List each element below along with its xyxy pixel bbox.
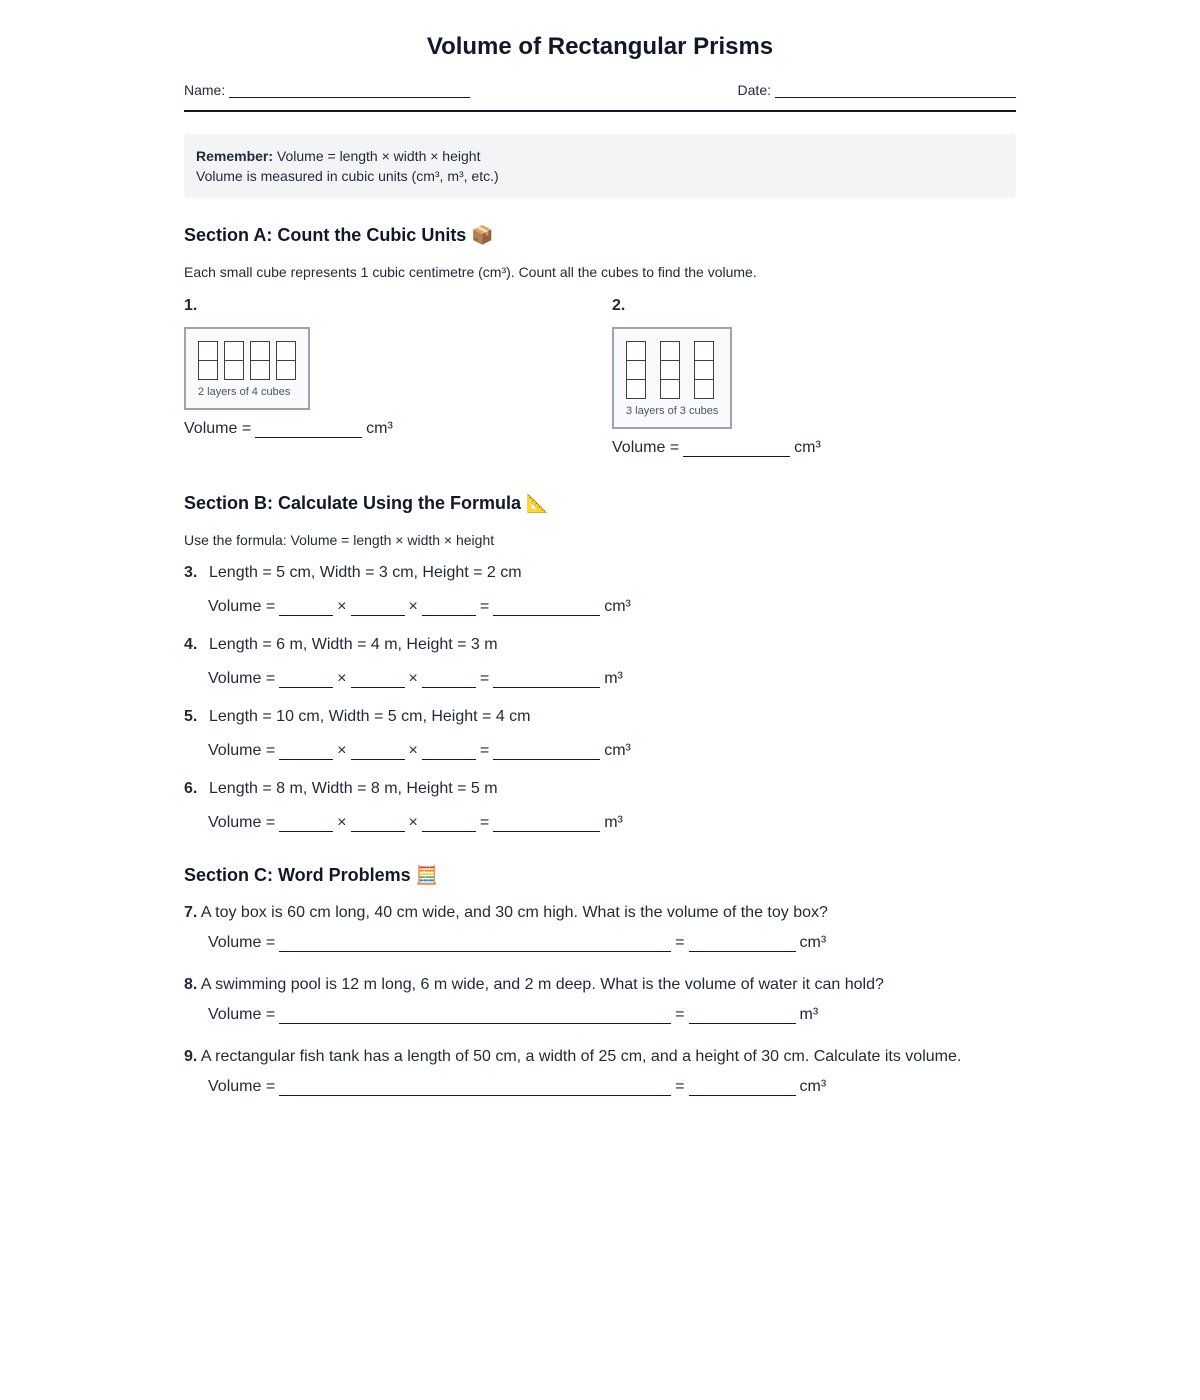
problem-1 bbox=[184, 297, 584, 438]
cube-diagram-2 bbox=[612, 327, 732, 429]
remember-formula: Volume = length × width × height bbox=[276, 148, 481, 164]
cube-stack bbox=[694, 341, 714, 399]
problem-3 bbox=[184, 564, 631, 616]
section-b-intro: Use the formula: Volume = length × width × height bbox=[184, 532, 495, 548]
working-blank[interactable] bbox=[279, 935, 671, 952]
question-text: Length = 10 cm, Width = 5 cm, Height = 4 cm bbox=[209, 708, 531, 725]
unit-cube bbox=[224, 360, 244, 380]
question-line bbox=[184, 708, 631, 726]
equals-sign: = bbox=[479, 742, 490, 759]
problem-number: 8. bbox=[184, 976, 198, 993]
unit-label: cm³ bbox=[799, 934, 827, 951]
unit-label: cm³ bbox=[604, 598, 631, 615]
question-text: A rectangular fish tank has a length of 50 cm, a width of 25 cm, and a height of 30 cm. Calculate its volume. bbox=[200, 1048, 962, 1065]
problem-9 bbox=[184, 1048, 961, 1096]
page-title: Volume of Rectangular Prisms bbox=[426, 33, 774, 60]
times-sign: × bbox=[408, 598, 418, 615]
times-sign: × bbox=[337, 670, 347, 687]
problem-number: 4. bbox=[184, 636, 198, 653]
header-fields bbox=[184, 80, 1016, 112]
times-sign: × bbox=[408, 742, 418, 759]
volume-answer-line bbox=[184, 420, 584, 438]
unit-cube bbox=[250, 360, 270, 380]
cube-diagram-1 bbox=[184, 327, 310, 410]
problem-number: 5. bbox=[184, 708, 198, 725]
working-blank[interactable] bbox=[279, 1007, 671, 1024]
unit-cube bbox=[276, 341, 296, 361]
volume-label: Volume = bbox=[208, 670, 276, 687]
volume-answer-line bbox=[612, 439, 1012, 457]
unit-label: cm³ bbox=[794, 439, 821, 456]
remember-formula-line bbox=[196, 146, 1004, 166]
name-field bbox=[184, 82, 470, 98]
formula-answer-line bbox=[208, 742, 631, 760]
unit-cube bbox=[660, 379, 680, 399]
unit-cube bbox=[626, 379, 646, 399]
problem-8 bbox=[184, 976, 884, 1024]
height-blank[interactable] bbox=[422, 815, 476, 832]
unit-cube bbox=[198, 341, 218, 361]
problem-number: 9. bbox=[184, 1048, 198, 1065]
cube-stack bbox=[276, 341, 296, 380]
equals-sign: = bbox=[675, 934, 685, 951]
date-field bbox=[738, 82, 1016, 98]
name-label: Name: bbox=[184, 82, 226, 98]
volume-label: Volume = bbox=[208, 814, 276, 831]
times-sign: × bbox=[337, 598, 347, 615]
unit-cube bbox=[694, 360, 714, 380]
cube-stack bbox=[660, 341, 680, 399]
problem-number: 3. bbox=[184, 564, 198, 581]
volume-label: Volume = bbox=[184, 420, 252, 437]
length-blank[interactable] bbox=[279, 743, 333, 760]
cube-stack bbox=[224, 341, 244, 380]
unit-cube bbox=[694, 379, 714, 399]
question-text: A toy box is 60 cm long, 40 cm wide, and 30 cm high. What is the volume of the toy box? bbox=[200, 904, 828, 921]
question-line bbox=[184, 904, 828, 922]
times-sign: × bbox=[408, 670, 418, 687]
volume-label: Volume = bbox=[208, 742, 276, 759]
height-blank[interactable] bbox=[422, 599, 476, 616]
section-b-heading: Section B: Calculate Using the Formula 📐 bbox=[184, 493, 549, 513]
answer-blank[interactable] bbox=[493, 671, 600, 688]
working-blank[interactable] bbox=[279, 1079, 671, 1096]
unit-cube bbox=[626, 341, 646, 361]
problem-5 bbox=[184, 708, 631, 760]
volume-label: Volume = bbox=[208, 598, 276, 615]
section-c-heading: Section C: Word Problems 🧮 bbox=[184, 865, 439, 885]
cube-caption: 3 layers of 3 cubes bbox=[626, 405, 719, 417]
height-blank[interactable] bbox=[422, 671, 476, 688]
volume-label: Volume = bbox=[208, 1006, 276, 1023]
answer-blank[interactable] bbox=[689, 1079, 796, 1096]
problem-6 bbox=[184, 780, 623, 832]
unit-cube bbox=[224, 341, 244, 361]
question-text: Length = 5 cm, Width = 3 cm, Height = 2 cm bbox=[209, 564, 522, 581]
equals-sign: = bbox=[479, 670, 490, 687]
cube-caption: 2 layers of 4 cubes bbox=[198, 386, 291, 398]
unit-cube bbox=[694, 341, 714, 361]
unit-cube bbox=[660, 360, 680, 380]
word-answer-line bbox=[208, 1006, 884, 1024]
problem-number: 2. bbox=[612, 297, 626, 314]
question-line bbox=[184, 780, 623, 798]
height-blank[interactable] bbox=[422, 743, 476, 760]
question-text: Length = 8 m, Width = 8 m, Height = 5 m bbox=[209, 780, 498, 797]
volume-label: Volume = bbox=[208, 1078, 276, 1095]
formula-answer-line bbox=[208, 814, 623, 832]
answer-blank[interactable] bbox=[493, 815, 600, 832]
answer-blank[interactable] bbox=[255, 421, 362, 438]
question-text: A swimming pool is 12 m long, 6 m wide, and 2 m deep. What is the volume of water it can hold? bbox=[200, 976, 884, 993]
equals-sign: = bbox=[479, 598, 490, 615]
width-blank[interactable] bbox=[351, 671, 405, 688]
answer-blank[interactable] bbox=[689, 935, 796, 952]
question-line bbox=[184, 976, 884, 994]
length-blank[interactable] bbox=[279, 671, 333, 688]
answer-blank[interactable] bbox=[689, 1007, 796, 1024]
cube-stack bbox=[626, 341, 646, 399]
answer-blank[interactable] bbox=[683, 440, 790, 457]
unit-cube bbox=[660, 341, 680, 361]
question-line bbox=[184, 564, 631, 582]
cube-stack bbox=[198, 341, 218, 380]
remember-note: Volume is measured in cubic units (cm³, m³, etc.) bbox=[196, 168, 499, 184]
width-blank[interactable] bbox=[351, 815, 405, 832]
answer-blank[interactable] bbox=[493, 599, 600, 616]
answer-blank[interactable] bbox=[493, 743, 600, 760]
cube-stacks bbox=[626, 341, 718, 399]
unit-cube bbox=[626, 360, 646, 380]
name-blank[interactable] bbox=[229, 83, 470, 98]
cube-stack bbox=[250, 341, 270, 380]
section-a-heading: Section A: Count the Cubic Units 📦 bbox=[184, 225, 494, 245]
times-sign: × bbox=[337, 814, 347, 831]
remember-label: Remember: bbox=[196, 148, 274, 164]
unit-label: m³ bbox=[604, 670, 623, 687]
unit-label: cm³ bbox=[366, 420, 393, 437]
unit-label: cm³ bbox=[604, 742, 631, 759]
volume-label: Volume = bbox=[612, 439, 680, 456]
unit-label: m³ bbox=[799, 1006, 819, 1023]
equals-sign: = bbox=[479, 814, 490, 831]
cube-stacks bbox=[198, 341, 296, 380]
problem-number: 1. bbox=[184, 297, 198, 314]
unit-label: cm³ bbox=[799, 1078, 827, 1095]
section-a-intro: Each small cube represents 1 cubic centimetre (cm³). Count all the cubes to find the volume. bbox=[184, 264, 757, 280]
problem-4 bbox=[184, 636, 623, 688]
problem-2 bbox=[612, 297, 1012, 457]
length-blank[interactable] bbox=[279, 815, 333, 832]
date-label: Date: bbox=[737, 82, 771, 98]
word-answer-line bbox=[208, 934, 828, 952]
times-sign: × bbox=[337, 742, 347, 759]
equals-sign: = bbox=[675, 1078, 685, 1095]
problem-number: 6. bbox=[184, 780, 198, 797]
volume-label: Volume = bbox=[208, 934, 276, 951]
unit-cube bbox=[198, 360, 218, 380]
date-blank[interactable] bbox=[775, 83, 1016, 98]
unit-label: m³ bbox=[604, 814, 623, 831]
length-blank[interactable] bbox=[279, 599, 333, 616]
unit-cube bbox=[276, 360, 296, 380]
word-answer-line bbox=[208, 1078, 961, 1096]
formula-answer-line bbox=[208, 598, 631, 616]
unit-cube bbox=[250, 341, 270, 361]
width-blank[interactable] bbox=[351, 743, 405, 760]
question-line bbox=[184, 636, 623, 654]
remember-box bbox=[184, 134, 1016, 198]
formula-answer-line bbox=[208, 670, 623, 688]
problem-7 bbox=[184, 904, 828, 952]
width-blank[interactable] bbox=[351, 599, 405, 616]
equals-sign: = bbox=[675, 1006, 685, 1023]
question-text: Length = 6 m, Width = 4 m, Height = 3 m bbox=[209, 636, 498, 653]
question-line bbox=[184, 1048, 961, 1066]
times-sign: × bbox=[408, 814, 418, 831]
problem-number: 7. bbox=[184, 904, 198, 921]
